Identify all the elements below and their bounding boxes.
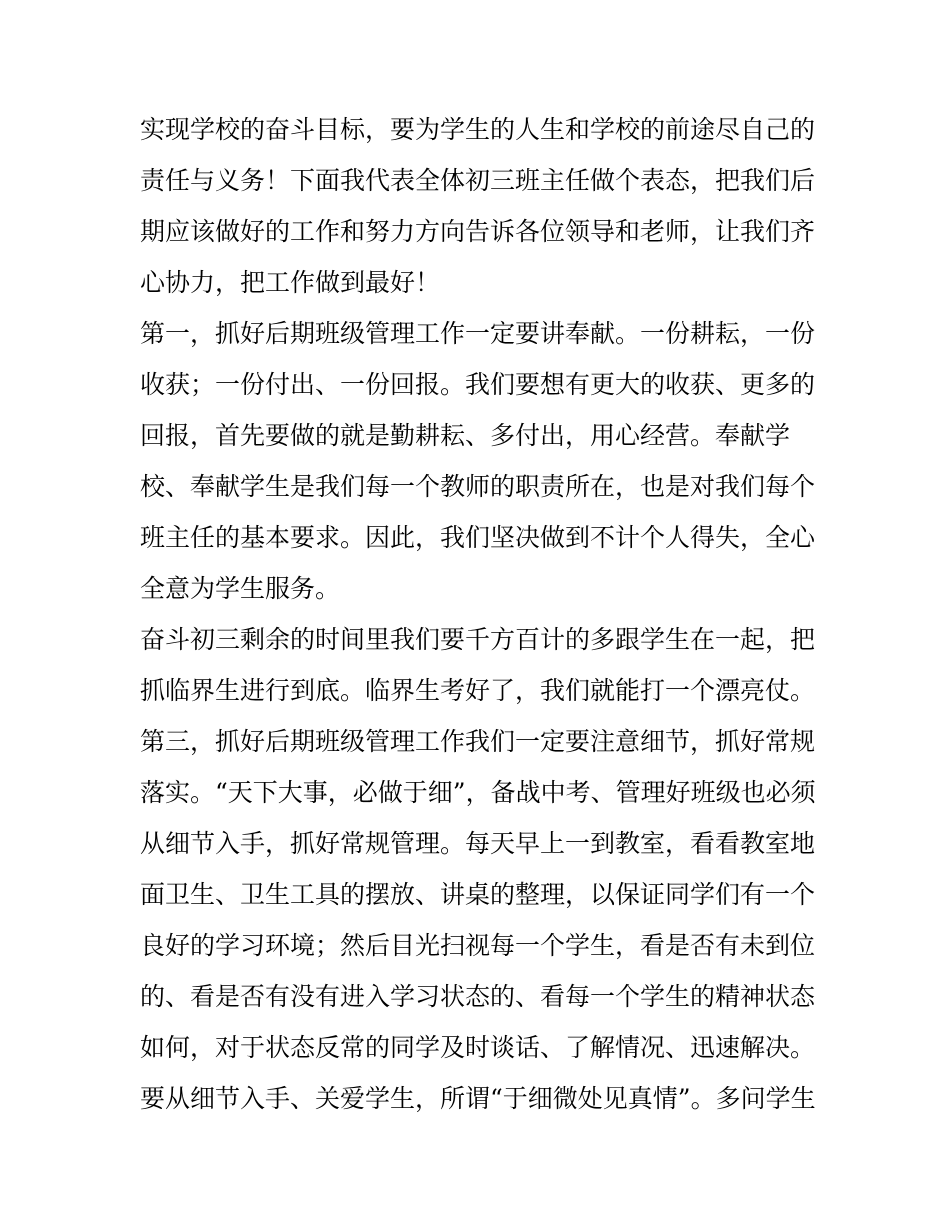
text-line: 抓临界生进行到底。临界生考好了，我们就能打一个漂亮仗。 [140,676,816,705]
text-line: 校、奉献学生是我们每一个教师的职责所在，也是对我们每个 [140,472,816,501]
text-line: 第一，抓好后期班级管理工作一定要讲奉献。一份耕耘，一份 [140,319,816,348]
text-line: 实现学校的奋斗目标，要为学生的人生和学校的前途尽自己的 [140,115,816,144]
text-line: 奋斗初三剩余的时间里我们要千方百计的多跟学生在一起，把 [140,625,816,654]
text-line: 心协力，把工作做到最好！ [140,268,441,297]
text-line: 收获；一份付出、一份回报。我们要想有更大的收获、更多的 [140,370,816,399]
text-line: 回报，首先要做的就是勤耕耘、多付出，用心经营。奉献学 [140,421,791,450]
text-line: 全意为学生服务。 [140,574,341,603]
text-line: 责任与义务！下面我代表全体初三班主任做个表态，把我们后 [140,166,816,195]
text-line: 的、看是否有没有进入学习状态的、看每一个学生的精神状态 [140,982,816,1011]
text-line: 期应该做好的工作和努力方向告诉各位领导和老师，让我们齐 [140,217,816,246]
text-line: 要从细节入手、关爱学生，所谓“于细微处见真情”。多问学生 [140,1084,816,1113]
text-line: 从细节入手，抓好常规管理。每天早上一到教室，看看教室地 [140,829,816,858]
body-text [140,104,820,1124]
text-line: 如何，对于状态反常的同学及时谈话、了解情况、迅速解决。 [140,1033,816,1062]
text-line: 班主任的基本要求。因此，我们坚决做到不计个人得失，全心 [140,523,816,552]
text-line: 落实。“天下大事，必做于细”，备战中考、管理好班级也必须 [140,778,816,807]
text-line: 面卫生、卫生工具的摆放、讲桌的整理，以保证同学们有一个 [140,880,816,909]
text-line: 第三，抓好后期班级管理工作我们一定要注意细节，抓好常规 [140,727,816,756]
text-line: 良好的学习环境；然后目光扫视每一个学生，看是否有未到位 [140,931,816,960]
